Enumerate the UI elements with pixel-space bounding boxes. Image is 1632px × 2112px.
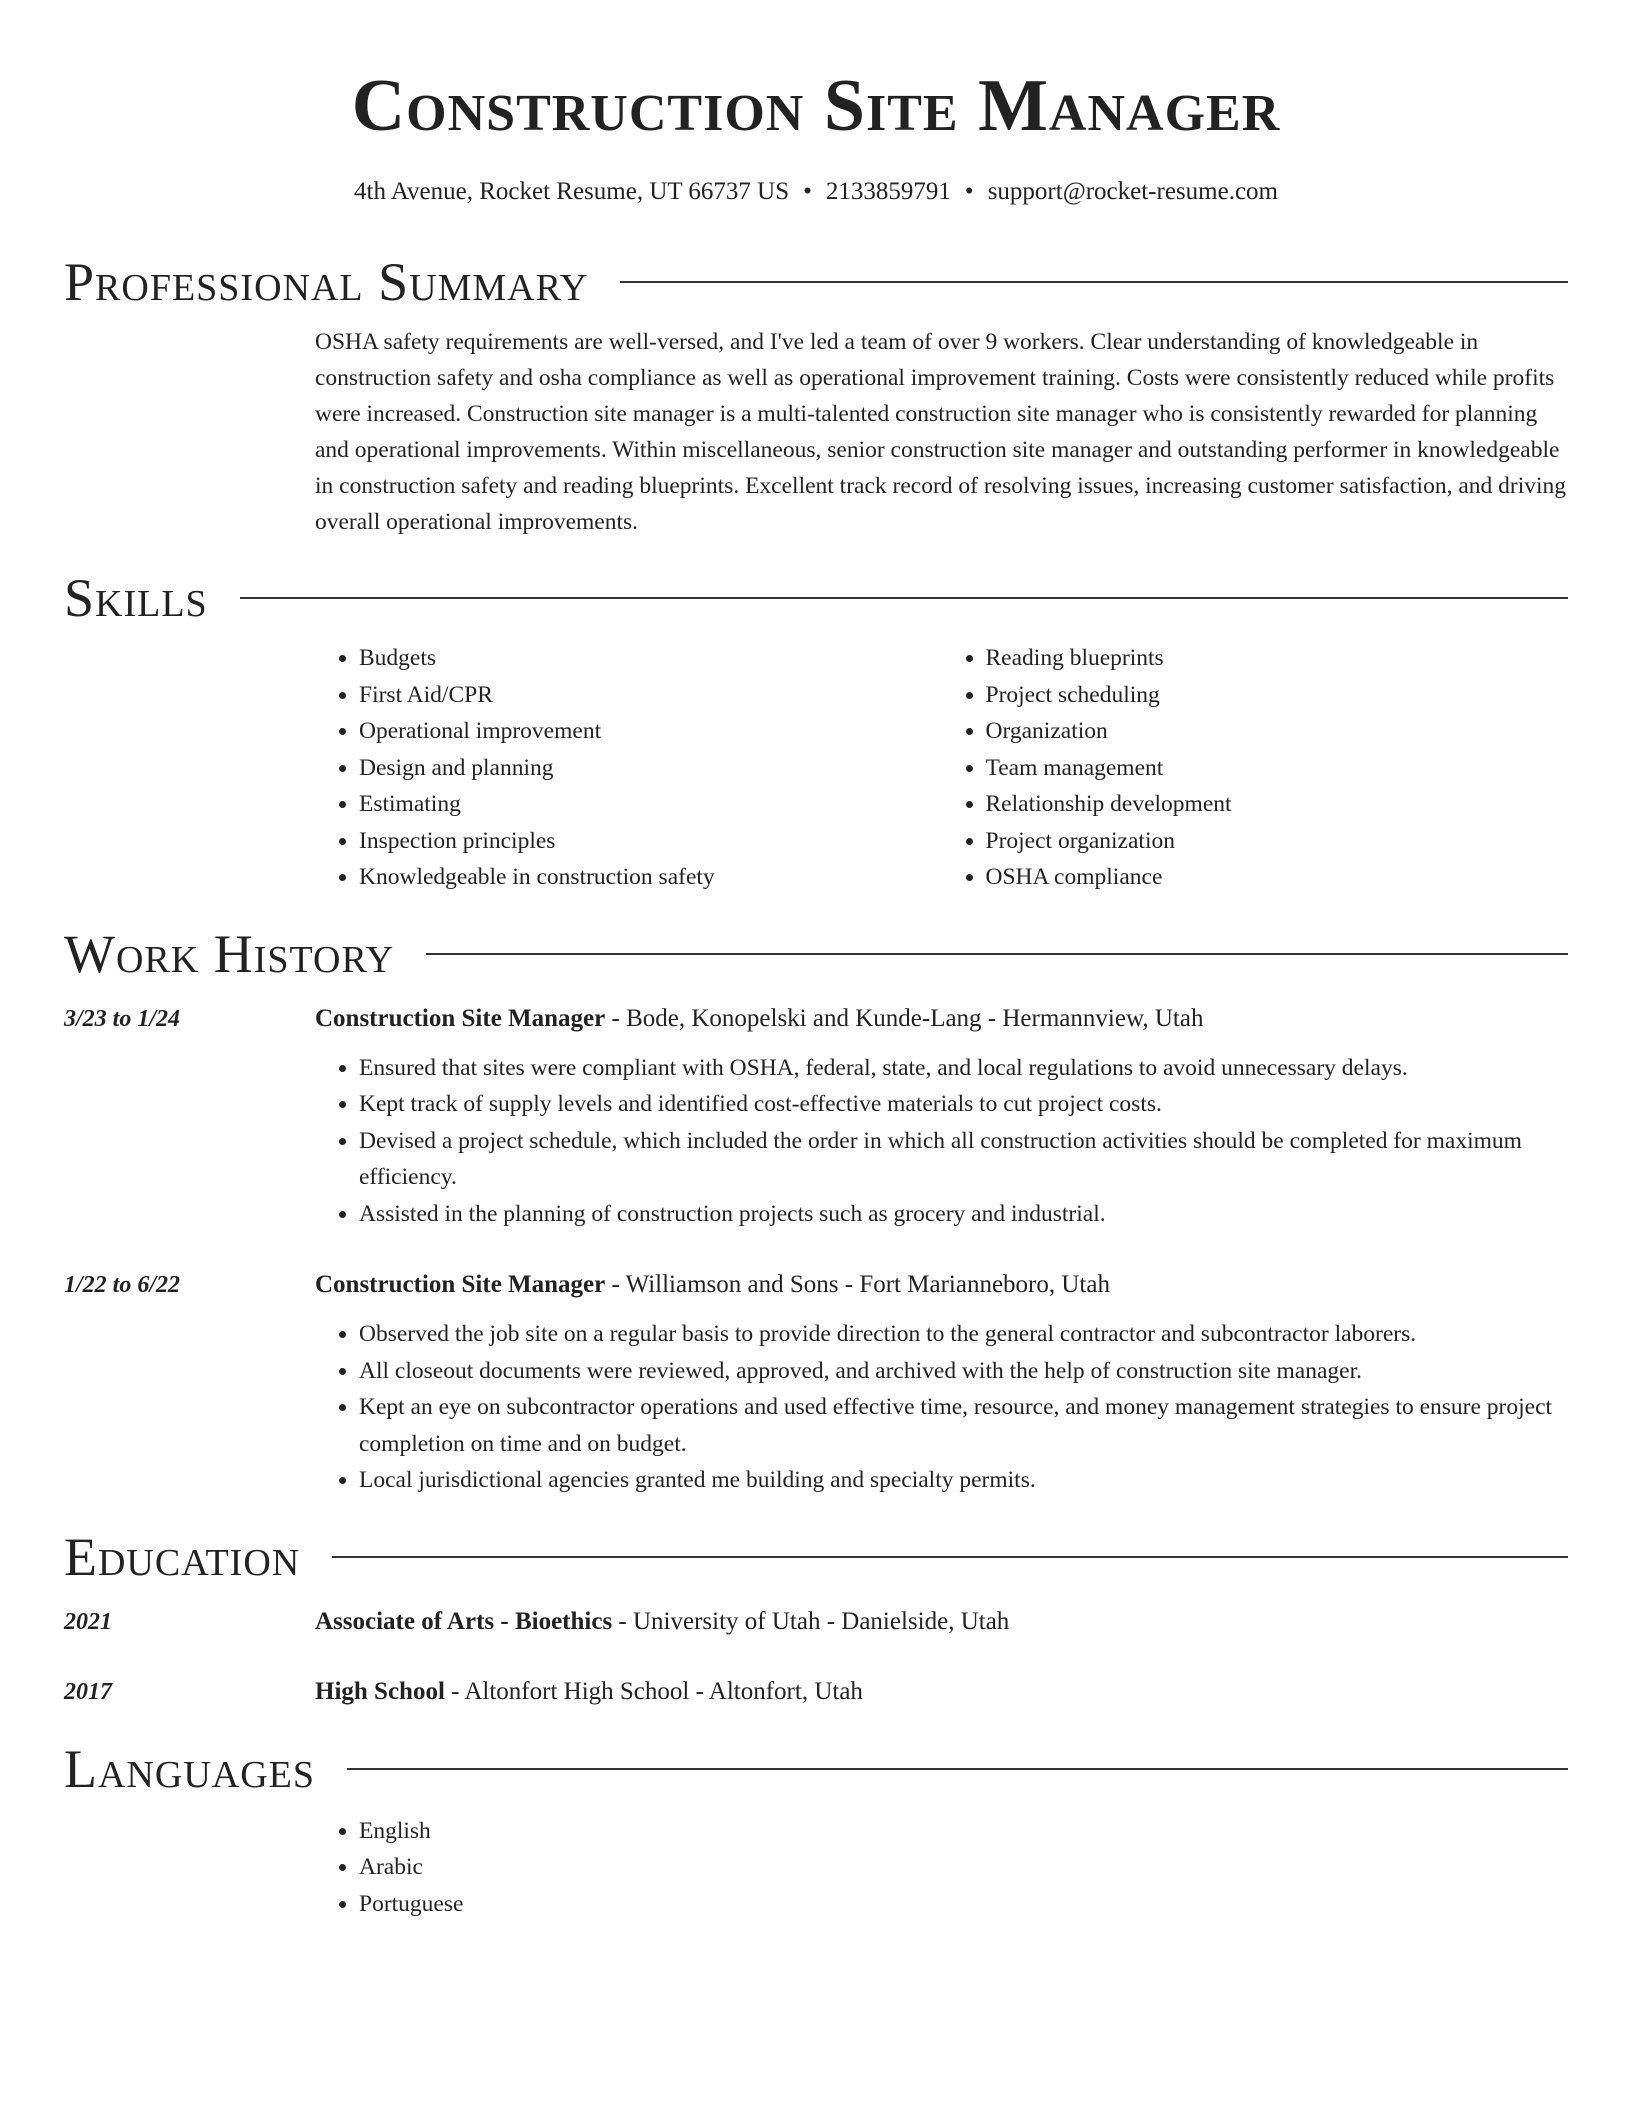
list-item: • Project scheduling — [986, 677, 1569, 714]
skills-list-right — [942, 640, 1569, 896]
section-title-languages: Languages — [64, 1738, 315, 1799]
skills-list-left — [315, 640, 942, 896]
education-entry — [64, 1603, 1568, 1641]
section-title-education: Education — [64, 1526, 301, 1587]
job-dates: 1/22 to 6/22 — [64, 1272, 181, 1298]
job-company: - Bode, Konopelski and Kunde-Lang - Hermannview, Utah — [605, 1004, 1204, 1032]
job-bullets — [315, 1316, 1568, 1499]
job-details — [315, 1266, 1568, 1499]
languages-section — [64, 1739, 1568, 1923]
job-company: - Williamson and Sons - Fort Marianneboro, Utah — [605, 1271, 1110, 1298]
education-school: - University of Utah - Danielside, Utah — [612, 1607, 1010, 1635]
list-item: • Estimating — [359, 786, 942, 823]
education-entry — [64, 1673, 1568, 1711]
skills-grid — [315, 640, 1568, 896]
education-degree: High School — [315, 1677, 445, 1705]
list-item: • English — [359, 1813, 1568, 1850]
section-title-summary: Professional Summary — [64, 252, 589, 312]
job-entry — [64, 1000, 1568, 1233]
list-item: • Operational improvement — [359, 713, 942, 750]
section-header — [64, 924, 1568, 984]
education-line — [315, 1603, 1009, 1641]
section-divider — [347, 1768, 1568, 1770]
summary-text: OSHA safety requirements are well-versed, and I've led a team of over 9 workers. Clear understanding of knowledgeable in construction safety and osha compliance as well as operational improvement training. Costs were consistently reduced while profits were increased. Construction site manager is a multi-talented construction site manager who is consistently rewarded for planning and operational improvements. Within miscellaneous, senior construction site manager and outstanding performer in knowledgeable in construction safety and reading blueprints. Excellent track record of resolving issues, increasing customer satisfaction, and driving overall operational improvements. — [315, 329, 1567, 535]
languages-list — [315, 1813, 1568, 1923]
education-year: 2017 — [64, 1678, 112, 1705]
job-role: Construction Site Manager — [315, 1004, 606, 1032]
section-header — [64, 1739, 1568, 1799]
list-item: • Budgets — [359, 640, 942, 677]
list-item: • OSHA compliance — [986, 859, 1569, 896]
contact-separator: • — [803, 178, 812, 205]
list-item: • Local jurisdictional agencies granted me building and specialty permits. — [359, 1462, 1568, 1499]
email: support@rocket-resume.com — [987, 178, 1278, 205]
job-role: Construction Site Manager — [315, 1271, 606, 1298]
contact-line — [64, 176, 1568, 208]
list-item: • First Aid/CPR — [359, 677, 942, 714]
list-item: • All closeout documents were reviewed, approved, and archived with the help of construction site manager. — [359, 1353, 1568, 1390]
list-item: • Knowledgeable in construction safety — [359, 859, 942, 896]
list-item: • Organization — [986, 713, 1569, 750]
education-line — [315, 1673, 863, 1711]
summary-section — [64, 252, 1568, 540]
section-header — [64, 1527, 1568, 1587]
list-item: • Inspection principles — [359, 823, 942, 860]
list-item: • Kept track of supply levels and identified cost-effective materials to cut project costs. — [359, 1086, 1568, 1123]
section-title-skills: Skills — [64, 568, 208, 628]
job-entry — [64, 1266, 1568, 1499]
section-divider — [426, 953, 1568, 955]
candidate-name: Construction Site Manager — [351, 65, 1281, 147]
phone: 2133859791 — [825, 178, 951, 205]
list-item: • Portuguese — [359, 1886, 1568, 1923]
work-history-section — [64, 924, 1568, 1499]
job-title-line — [315, 1266, 1568, 1304]
job-title-line — [315, 1000, 1568, 1038]
list-item: • Design and planning — [359, 750, 942, 787]
list-item: • Relationship development — [986, 786, 1569, 823]
skills-section — [64, 568, 1568, 896]
section-divider — [240, 597, 1568, 599]
list-item: • Team management — [986, 750, 1569, 787]
languages-bullets — [315, 1813, 1568, 1923]
education-school: - Altonfort High School - Altonfort, Utah — [444, 1677, 863, 1705]
list-item: • Ensured that sites were compliant with OSHA, federal, state, and local regulations to avoid unnecessary delays. — [359, 1050, 1568, 1087]
list-item: • Kept an eye on subcontractor operations and used effective time, resource, and money management strategies to ensure project completion on time and on budget. — [359, 1389, 1568, 1462]
section-header — [64, 568, 1568, 628]
address: 4th Avenue, Rocket Resume, UT 66737 US — [354, 178, 790, 205]
job-dates: 3/23 to 1/24 — [64, 1005, 181, 1032]
list-item: • Observed the job site on a regular basis to provide direction to the general contractor and subcontractor laborers. — [359, 1316, 1568, 1353]
list-item: • Project organization — [986, 823, 1569, 860]
list-item: • Devised a project schedule, which included the order in which all construction activities should be completed for maximum efficiency. — [359, 1123, 1568, 1196]
section-title-work: Work History — [64, 923, 395, 984]
list-item: • Arabic — [359, 1849, 1568, 1886]
education-section — [64, 1527, 1568, 1711]
job-details — [315, 1000, 1568, 1233]
contact-separator: • — [964, 178, 974, 205]
section-divider — [620, 281, 1568, 283]
education-degree: Associate of Arts - Bioethics — [315, 1607, 613, 1635]
list-item: • Reading blueprints — [986, 640, 1569, 677]
section-divider — [332, 1556, 1568, 1558]
education-year: 2021 — [64, 1608, 112, 1635]
section-header — [64, 252, 1568, 312]
job-bullets — [315, 1050, 1568, 1233]
list-item: • Assisted in the planning of construction projects such as grocery and industrial. — [359, 1196, 1568, 1233]
